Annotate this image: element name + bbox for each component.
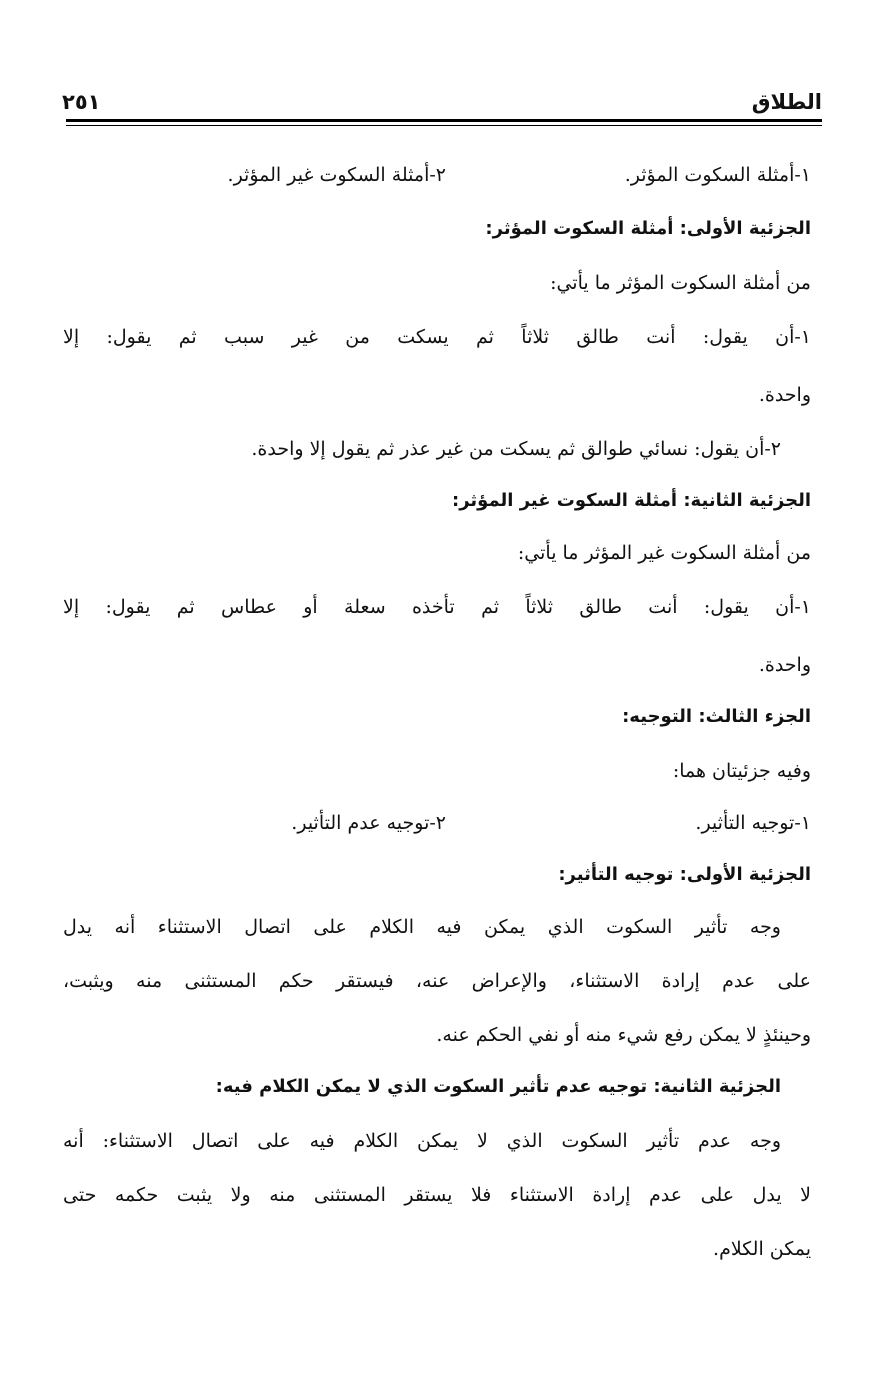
- paragraph-line: وجه عدم تأثير السكوت الذي لا يمكن الكلام فيه على اتصال الاستثناء: أنه: [63, 1130, 781, 1152]
- paragraph-line: من أمثلة السكوت غير المؤثر ما يأتي:: [517, 542, 811, 564]
- section-heading: الجزئية الثانية: أمثلة السكوت غير المؤثر:: [452, 490, 811, 511]
- header-rule-thin: [66, 125, 822, 126]
- list-row: [63, 808, 811, 838]
- paragraph-line: وجه تأثير السكوت الذي يمكن فيه الكلام على اتصال الاستثناء أنه يدل: [63, 916, 781, 938]
- paragraph-line: واحدة.: [758, 384, 811, 406]
- paragraph-line: ٢-أن يقول: نسائي طوالق ثم يسكت من غير عذر ثم يقول إلا واحدة.: [251, 438, 781, 460]
- list-item: ٢-توجيه عدم التأثير.: [291, 812, 446, 834]
- paragraph-line: وفيه جزئيتان هما:: [672, 760, 811, 782]
- paragraph-line: ١-أن يقول: أنت طالق ثلاثاً ثم يسكت من غير سبب ثم يقول: إلا: [63, 326, 811, 348]
- header-rule-thick: [66, 119, 822, 122]
- section-heading: الجزئية الثانية: توجيه عدم تأثير السكوت الذي لا يمكن الكلام فيه:: [215, 1076, 781, 1097]
- list-item: ١-توجيه التأثير.: [695, 812, 811, 834]
- list-item: ١-أمثلة السكوت المؤثر.: [624, 164, 811, 186]
- paragraph-line: يمكن الكلام.: [713, 1238, 811, 1260]
- chapter-title: الطلاق: [751, 90, 822, 114]
- paragraph-line: لا يدل على عدم إرادة الاستثناء فلا يستقر المستثنى منه ولا يثبت حكمه حتى: [63, 1184, 811, 1206]
- running-header: [62, 82, 822, 122]
- section-heading: الجزء الثالث: التوجيه:: [622, 706, 811, 727]
- paragraph-line: واحدة.: [758, 654, 811, 676]
- paragraph-line: من أمثلة السكوت المؤثر ما يأتي:: [550, 272, 811, 294]
- list-item: ٢-أمثلة السكوت غير المؤثر.: [227, 164, 446, 186]
- paragraph-line: على عدم إرادة الاستثناء، والإعراض عنه، فيستقر حكم المستثنى منه ويثبت،: [63, 970, 811, 992]
- page-number: ٢٥١: [62, 90, 101, 114]
- section-heading: الجزئية الأولى: أمثلة السكوت المؤثر:: [485, 218, 811, 239]
- list-row: [63, 160, 811, 190]
- section-heading: الجزئية الأولى: توجيه التأثير:: [558, 864, 811, 885]
- paragraph-line: ١-أن يقول: أنت طالق ثلاثاً ثم تأخذه سعلة أو عطاس ثم يقول: إلا: [63, 596, 811, 618]
- paragraph-line: وحينئذٍ لا يمكن رفع شيء منه أو نفي الحكم عنه.: [436, 1024, 811, 1046]
